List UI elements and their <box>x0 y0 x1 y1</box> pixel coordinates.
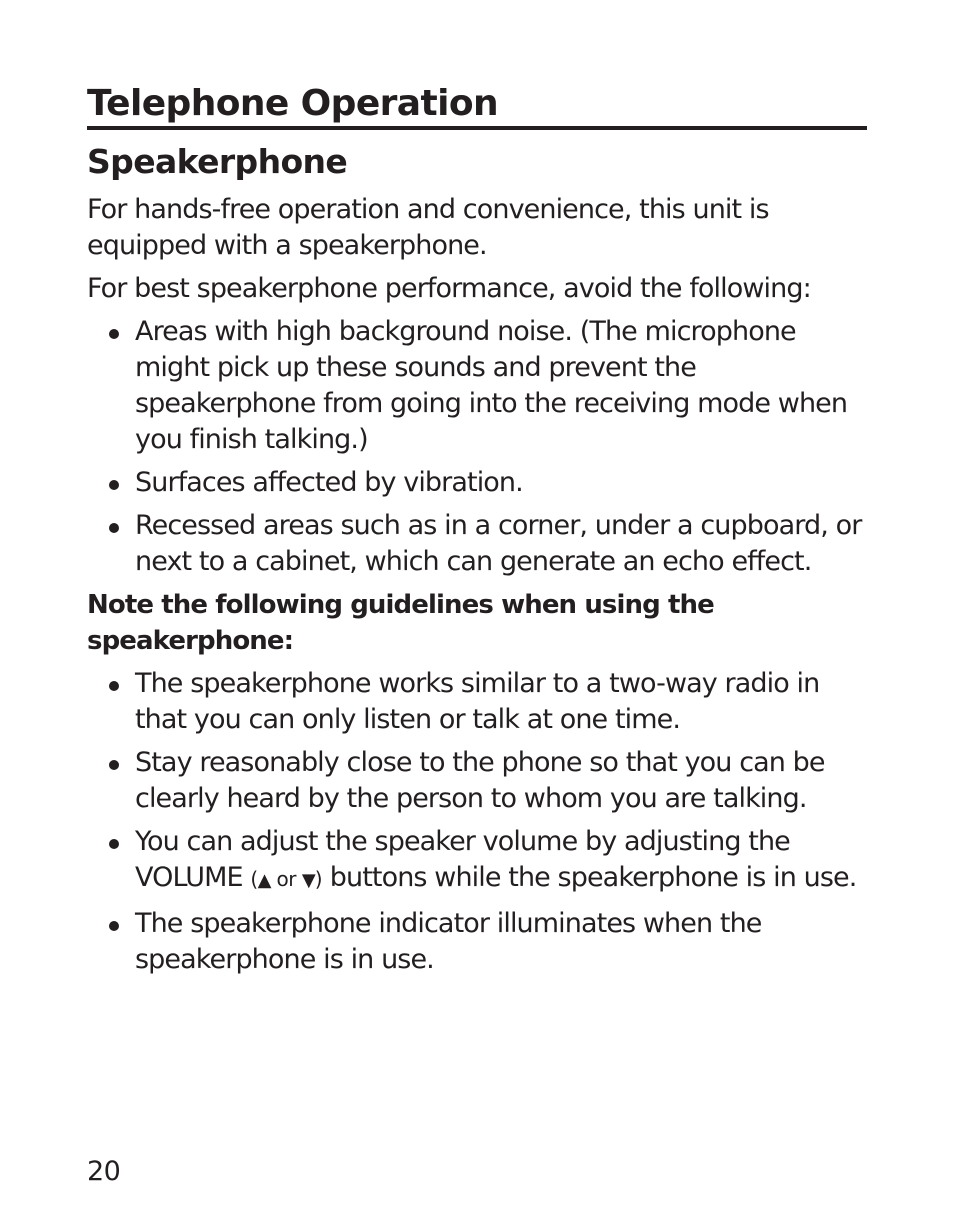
bullet-icon <box>109 681 119 691</box>
volume-up-icon: ▲ <box>257 870 271 891</box>
bullet-icon <box>109 329 119 339</box>
volume-close-paren: ) <box>314 867 323 891</box>
manual-page <box>87 82 867 985</box>
list-item-text: Surfaces affected by vibration. <box>135 467 523 498</box>
volume-text-after: buttons while the speakerphone is in use. <box>329 862 857 893</box>
section-title: Telephone Operation <box>87 83 499 124</box>
bullet-icon <box>109 760 119 770</box>
bullet-icon <box>109 523 119 533</box>
list-item-text: Stay reasonably close to the phone so that you can be clearly heard by the person to whom you are talking. <box>135 747 825 814</box>
guidelines-note: Note the following guidelines when using the speakerphone: <box>87 590 714 656</box>
intro-paragraph: For hands-free operation and convenience, this unit is equipped with a speakerphone. <box>87 194 769 261</box>
list-item <box>87 508 867 580</box>
list-item <box>87 314 867 458</box>
list-item <box>87 745 867 817</box>
volume-open-paren: ( <box>250 867 258 891</box>
volume-text-before: You can adjust the speaker volume by adjusting the VOLUME <box>135 826 790 893</box>
bullet-icon <box>109 480 119 490</box>
bullet-icon <box>109 921 119 931</box>
list-item-text: Recessed areas such as in a corner, under a cupboard, or next to a cabinet, which can generate an echo effect. <box>135 510 862 577</box>
list-item-text: Areas with high background noise. (The microphone might pick up these sounds and prevent the speakerphone from going into the receiving mode when you finish talking.) <box>135 316 848 455</box>
list-item <box>87 465 867 501</box>
section-header <box>87 82 867 130</box>
volume-down-icon: ▼ <box>301 870 315 891</box>
bullet-icon <box>109 839 119 849</box>
page-number: 20 <box>87 1156 121 1187</box>
list-item <box>87 666 867 738</box>
volume-or-text: or <box>270 867 302 891</box>
avoid-lead-paragraph: For best speakerphone performance, avoid the following: <box>87 273 811 304</box>
list-item-text: The speakerphone works similar to a two-way radio in that you can only listen or talk at one time. <box>135 668 820 735</box>
guidelines-list <box>87 666 867 978</box>
list-item-text: The speakerphone indicator illuminates when the speakerphone is in use. <box>135 908 762 975</box>
avoid-list <box>87 314 867 580</box>
list-item <box>87 906 867 978</box>
subsection-title: Speakerphone <box>87 142 348 181</box>
list-item-volume <box>87 824 867 899</box>
